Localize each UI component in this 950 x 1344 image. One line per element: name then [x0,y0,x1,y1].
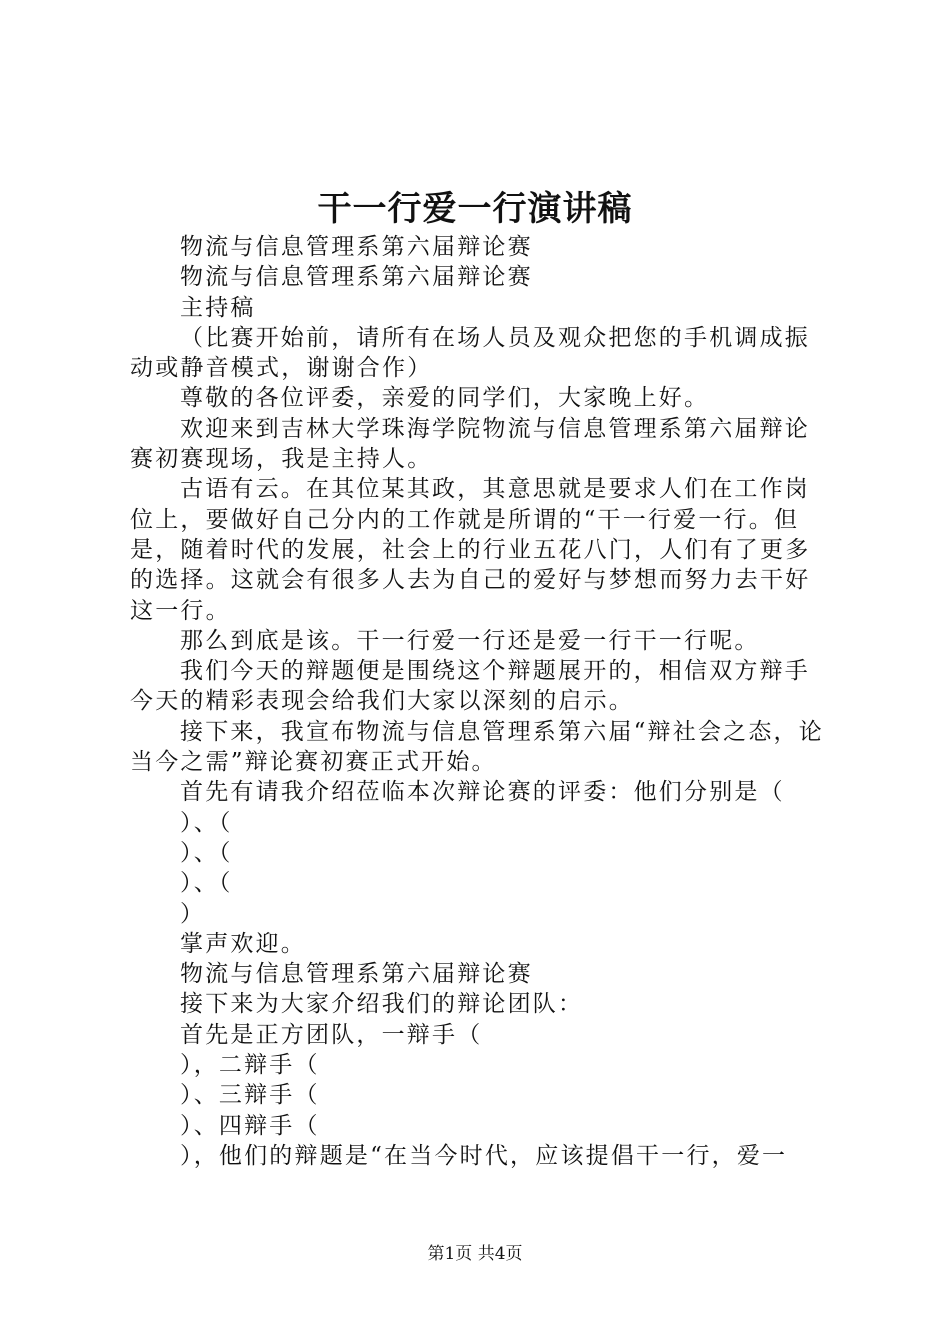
paragraph: ），他们的辩题是“在当今时代，应该提倡干一行，爱一 [180,1142,788,1169]
paragraph: 接下来为大家介绍我们的辩论团队： [180,991,584,1018]
paragraph: 接下来，我宣布物流与信息管理系第六届“辩社会之态，论当今之需”辩论赛初赛正式开始。 [130,718,824,776]
paragraph: 尊敬的各位评委，亲爱的同学们，大家晚上好。 [180,385,710,412]
paragraph: ）、（ [180,839,233,866]
page-footer: 第1页 共4页 [427,1244,523,1264]
paragraph: ）、三辩手（ [180,1082,320,1109]
paragraph: 古语有云。在其位某其政，其意思就是要求人们在工作岗位上，要做好自己分内的工作就是所谓的“干一行爱一行。但是，随着时代的发展，社会上的行业五花八门，人们有了更多的选择。这就会有很多人去为自己的爱好与梦想而努力去干好这一行。 [130,476,811,624]
paragraph: 欢迎来到吉林大学珠海学院物流与信息管理系第六届辩论赛初赛现场，我是主持人。 [130,415,810,473]
paragraph: 物流与信息管理系第六届辩论赛 [180,961,533,988]
paragraph: 掌声欢迎。 [180,930,306,957]
paragraph: ）、（ [180,809,233,836]
paragraph: 首先有请我介绍莅临本次辩论赛的评委：他们分别是（ [180,779,785,806]
paragraph: 我们今天的辩题便是围绕这个辩题展开的，相信双方辩手今天的精彩表现会给我们大家以深刻的启示。 [130,658,810,715]
paragraph: ）、（ [180,870,233,897]
paragraph: 物流与信息管理系第六届辩论赛 [180,234,533,260]
paragraph: （比赛开始前，请所有在场人员及观众把您的手机调成振动或静音模式，谢谢合作） [130,324,810,382]
paragraph: ） [180,900,206,927]
paragraph: ），二辩手（ [180,1052,320,1079]
document-title: 干一行爱一行演讲稿 [317,189,633,229]
paragraph: 那么到底是该。干一行爱一行还是爱一行干一行呢。 [180,627,760,654]
paragraph: 主持稿 [180,294,256,321]
paragraph: 物流与信息管理系第六届辩论赛 [180,264,533,291]
paragraph: ）、四辩手（ [180,1112,320,1139]
document-body [130,232,834,1171]
paragraph: 首先是正方团队，一辩手（ [180,1021,483,1048]
